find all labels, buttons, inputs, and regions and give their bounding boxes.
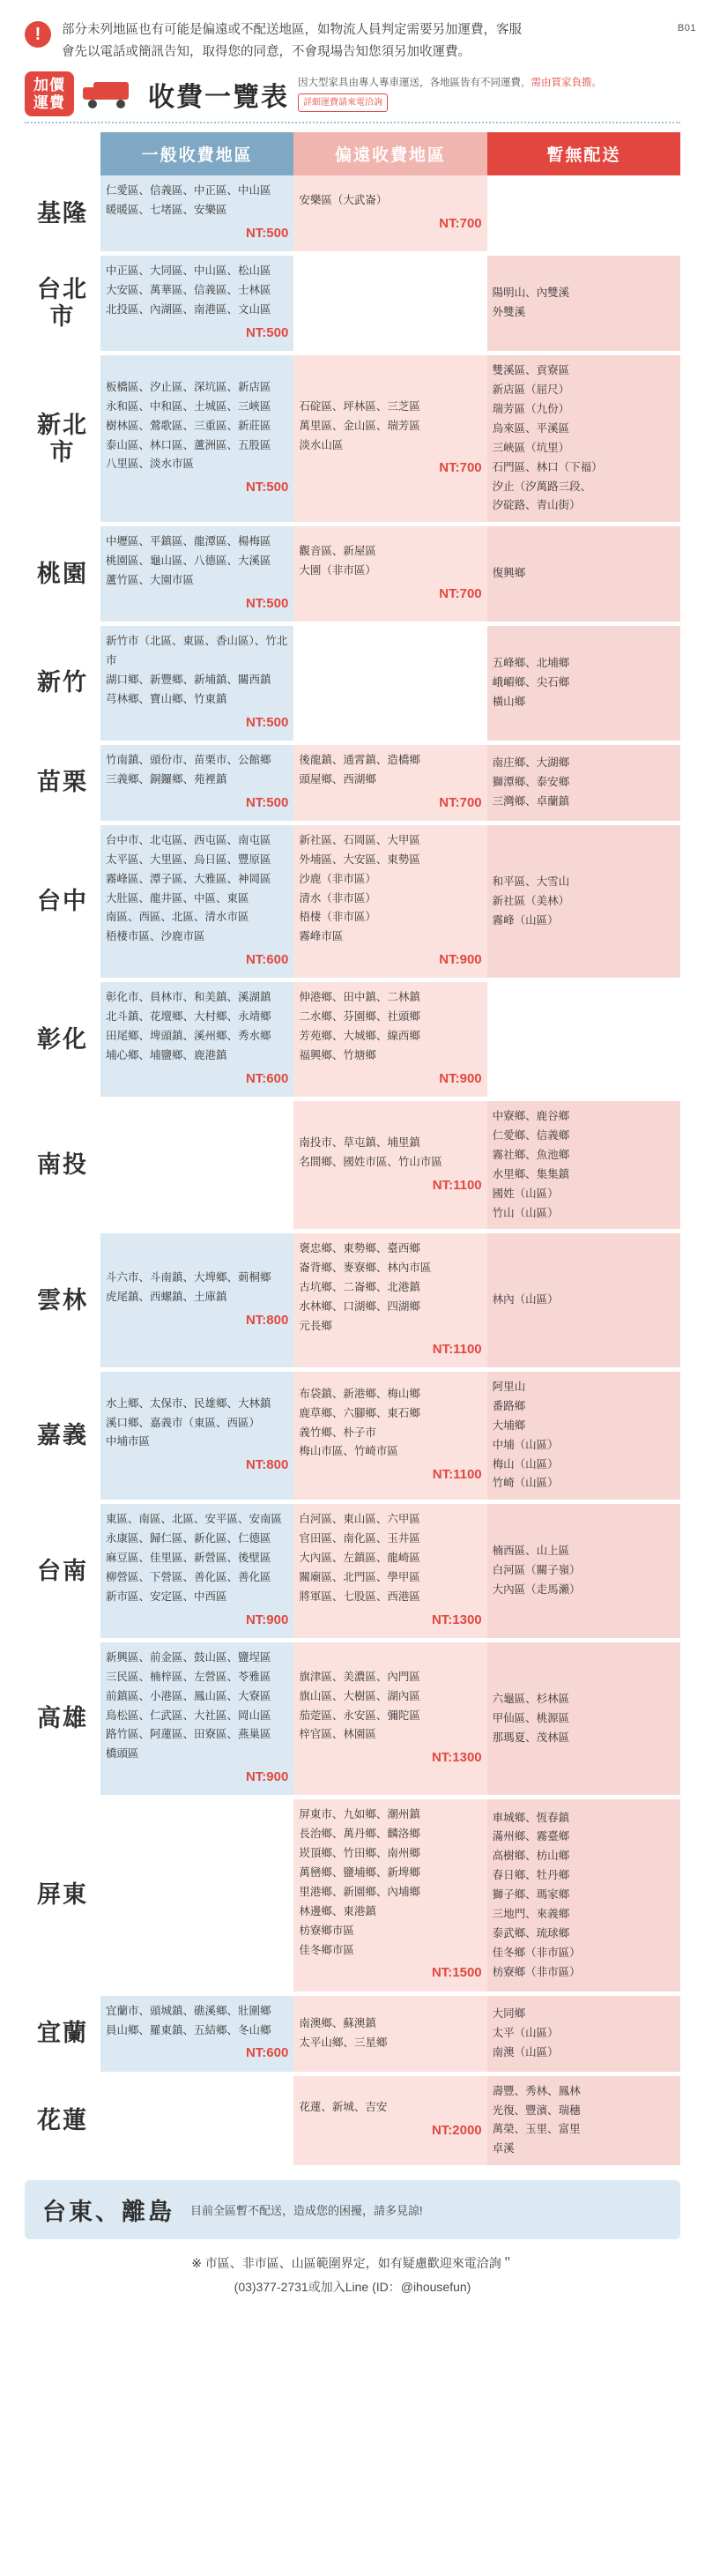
normal-area-cell: 東區、南區、北區、安平區、安南區 永康區、歸仁區、新化區、仁德區 麻豆區、佳里區、新營區、後壁區 柳營區、下營區、善化區、善化區 新市區、安定區、中西區 NT:900 <box>100 1502 293 1641</box>
remote-area-cell: 石碇區、坪林區、三芝區 萬里區、金山區、瑞芳區 淡水山區 NT:700 <box>293 354 486 525</box>
normal-area-cell: 中壢區、平鎮區、龍潭區、楊梅區 桃園區、龜山區、八德區、大溪區 蘆竹區、大園市區 NT:500 <box>100 525 293 624</box>
price-label: NT:700 <box>439 585 482 601</box>
contact-line-1: ※ 市區、非市區、山區範圍界定，如有疑慮歡迎來電洽詢＂ <box>191 2256 514 2271</box>
region-label: 花蓮 <box>25 2073 100 2168</box>
remote-area-cell: 伸港鄉、田中鎮、二林鎮 二水鄉、芬園鄉、社頭鄉 芳苑鄉、大城鄉、線西鄉 福興鄉、竹塘鄉 NT:900 <box>293 980 486 1099</box>
normal-area-cell: 斗六市、斗南鎮、大埤鄉、莿桐鄉 虎尾鎮、西螺鎮、土庫鎮 NT:800 <box>100 1232 293 1370</box>
page-title: 收費一覽表 <box>148 82 289 112</box>
table-row <box>25 525 680 624</box>
no-delivery-cell: 中寮鄉、鹿谷鄉 仁愛鄉、信義鄉 霧社鄉、魚池鄉 水里鄉、集集鎮 國姓（山區） 竹山（山區） <box>487 1099 680 1232</box>
title-row <box>25 71 680 116</box>
price-label: NT:600 <box>245 2045 289 2061</box>
price-label: NT:800 <box>245 1312 289 1328</box>
truck-icon <box>83 78 139 110</box>
no-delivery-cell: 楠西區、山上區 白河區（關子嶺） 大內區（走馬瀨） <box>487 1502 680 1641</box>
exclamation-icon: ! <box>25 21 51 48</box>
no-delivery-cell: 壽豐、秀林、鳳林 光復、豐濱、瑞穗 萬榮、玉里、富里 卓溪 <box>487 2073 680 2168</box>
region-label: 台北市 <box>25 254 100 354</box>
price-label: NT:900 <box>245 1769 289 1785</box>
remote-area-cell: 南投市、草屯鎮、埔里鎮 名間鄉、國姓市區、竹山市區 NT:1100 <box>293 1099 486 1232</box>
price-label: NT:500 <box>245 480 289 495</box>
header-no-delivery: 暫無配送 <box>487 132 680 175</box>
price-label: NT:700 <box>439 460 482 476</box>
remote-area-cell: 褒忠鄉、東勢鄉、臺西鄉 崙背鄉、麥寮鄉、林內市區 古坑鄉、二崙鄉、北港鎮 水林鄉、口湖鄉、四湖鄉 元長鄉 NT:1100 <box>293 1232 486 1370</box>
island-note: 目前全區暫不配送，造成您的困擾，請多見諒! <box>190 2204 423 2218</box>
normal-area-cell: 新興區、前金區、鼓山區、鹽埕區 三民區、楠梓區、左營區、苓雅區 前鎮區、小港區、鳳山區、大寮區 鳥松區、仁武區、大社區、岡山區 路竹區、阿蓮區、田寮區、燕巢區 橋頭區 NT:900 <box>100 1640 293 1798</box>
price-label: NT:1300 <box>431 1750 482 1766</box>
normal-area-cell: 彰化市、員林市、和美鎮、溪湖鎮 北斗鎮、花壇鄉、大村鄉、永靖鄉 田尾鄉、埤頭鎮、溪州鄉、秀水鄉 埔心鄉、埔鹽鄉、鹿港鎮 NT:600 <box>100 980 293 1099</box>
price-label: NT:600 <box>245 952 289 968</box>
table-row <box>25 1099 680 1232</box>
price-label: NT:500 <box>245 714 289 730</box>
region-label: 台南 <box>25 1502 100 1641</box>
remote-area-cell: 屏東市、九如鄉、潮州鎮 長治鄉、萬丹鄉、麟洛鄉 崁頂鄉、竹田鄉、南州鄉 萬巒鄉、鹽埔鄉、新埤鄉 里港鄉、新園鄉、內埔鄉 林邊鄉、東港鎮 枋寮鄉市區 佳冬鄉市區 NT:1500 <box>293 1798 486 1993</box>
price-label: NT:500 <box>245 325 289 340</box>
no-delivery-cell: 南庄鄉、大湖鄉 獅潭鄉、泰安鄉 三灣鄉、卓蘭鎮 <box>487 742 680 823</box>
remote-area-cell: 白河區、東山區、六甲區 官田區、南化區、玉井區 大內區、左鎮區、龍崎區 關廟區、北門區、學甲區 將軍區、七股區、西港區 NT:1300 <box>293 1502 486 1641</box>
no-delivery-cell: 六龜區、杉林區 甲仙區、桃源區 那瑪夏、茂林區 <box>487 1640 680 1798</box>
normal-area-cell: 竹南鎮、頭份市、苗栗市、公館鄉 三義鄉、銅鑼鄉、苑裡鎮 NT:500 <box>100 742 293 823</box>
no-delivery-cell <box>487 980 680 1099</box>
normal-area-cell <box>100 1099 293 1232</box>
remote-area-cell: 旗津區、美濃區、內門區 旗山區、大樹區、湖內區 茄萣區、永安區、彌陀區 梓官區、林園區 NT:1300 <box>293 1640 486 1798</box>
title-note-line1: 因大型家具由專人專車運送，各地區皆有不同運費 <box>298 78 521 89</box>
price-label: NT:500 <box>245 595 289 611</box>
table-row <box>25 980 680 1099</box>
table-row <box>25 1640 680 1798</box>
table-row <box>25 1370 680 1502</box>
price-label: NT:800 <box>245 1457 289 1473</box>
remote-area-cell: 觀音區、新屋區 大園（非市區） NT:700 <box>293 525 486 624</box>
price-label: NT:1100 <box>432 1177 482 1193</box>
no-delivery-cell: 復興鄉 <box>487 525 680 624</box>
price-label: NT:600 <box>245 1070 289 1086</box>
no-delivery-cell: 車城鄉、恆春鎮 滿州鄉、霧臺鄉 高樹鄉、枋山鄉 春日鄉、牡丹鄉 獅子鄉、瑪家鄉 三地門、來義鄉 泰武鄉、琉球鄉 佳冬鄉（非市區） 枋寮鄉（非市區） <box>487 1798 680 1993</box>
region-label: 高雄 <box>25 1640 100 1798</box>
table-row <box>25 742 680 823</box>
normal-area-cell: 板橋區、汐止區、深坑區、新店區 永和區、中和區、土城區、三峽區 樹林區、鶯歌區、三重區、新莊區 泰山區、林口區、蘆洲區、五股區 八里區、淡水市區 NT:500 <box>100 354 293 525</box>
normal-area-cell: 宜蘭市、頭城鎮、礁溪鄉、壯圍鄉 員山鄉、羅東鎮、五結鄉、冬山鄉 NT:600 <box>100 1993 293 2073</box>
region-label: 苗栗 <box>25 742 100 823</box>
island-title: 台東、離島 <box>42 2199 174 2226</box>
header-region <box>25 132 100 175</box>
table-body <box>25 175 680 2167</box>
header-remote-area: 偏遠收費地區 <box>293 132 486 175</box>
table-row <box>25 175 680 254</box>
region-label: 嘉義 <box>25 1370 100 1502</box>
table-row <box>25 354 680 525</box>
table-row <box>25 1502 680 1641</box>
price-label: NT:1100 <box>432 1467 482 1483</box>
fee-table <box>25 132 680 2170</box>
normal-area-cell: 中正區、大同區、中山區、松山區 大安區、萬華區、信義區、士林區 北投區、內湖區、南港區、文山區 NT:500 <box>100 254 293 354</box>
no-delivery-cell: 和平區、大雪山 新社區（美林） 霧峰（山區） <box>487 823 680 980</box>
remote-area-cell: 布袋鎮、新港鄉、梅山鄉 鹿草鄉、六腳鄉、東石鄉 義竹鄉、朴子市 梅山市區、竹崎市區 NT:1100 <box>293 1370 486 1502</box>
no-delivery-cell: 雙溪區、貢寮區 新店區（屈尺） 瑞芳區（九份） 烏來區、平溪區 三峽區（坑里） 石門區、林口（下福） 汐止（汐萬路三段、 汐碇路、青山街） <box>487 354 680 525</box>
remote-area-cell: 南澳鄉、蘇澳鎮 太平山鄉、三星鄉 <box>293 1993 486 2073</box>
price-label: NT:700 <box>439 216 482 232</box>
price-label: NT:1300 <box>431 1612 482 1627</box>
region-label: 彰化 <box>25 980 100 1099</box>
region-label: 新竹 <box>25 624 100 743</box>
remote-area-cell: 新社區、石岡區、大甲區 外埔區、大安區、東勢區 沙鹿（非市區） 清水（非市區） 梧棲（非市區） 霧峰市區 NT:900 <box>293 823 486 980</box>
header-normal-area: 一般收費地區 <box>100 132 293 175</box>
notice-line-1: 部分未列地區也有可能是偏遠或不配送地區，如物流人員判定需要另加運費，客服 <box>62 23 522 37</box>
price-label: NT:2000 <box>431 2123 482 2139</box>
price-label: NT:1100 <box>432 1341 482 1357</box>
table-row <box>25 1993 680 2073</box>
normal-area-cell: 仁愛區、信義區、中正區、中山區 暖暖區、七堵區、安樂區 NT:500 <box>100 175 293 254</box>
normal-area-cell <box>100 1798 293 1993</box>
region-label: 新北市 <box>25 354 100 525</box>
price-label: NT:500 <box>245 226 289 242</box>
price-label: NT:700 <box>439 794 482 810</box>
divider <box>25 122 680 123</box>
region-label: 基隆 <box>25 175 100 254</box>
no-delivery-cell: 陽明山、內雙溪 外雙溪 <box>487 254 680 354</box>
normal-area-cell <box>100 2073 293 2168</box>
remote-area-cell <box>293 624 486 743</box>
region-label: 桃園 <box>25 525 100 624</box>
remote-area-cell <box>293 254 486 354</box>
table-header-row <box>25 132 680 175</box>
table-row <box>25 1232 680 1370</box>
normal-area-cell: 水上鄉、太保市、民雄鄉、大林鎮 溪口鄉、嘉義市（東區、西區） 中埔市區 NT:800 <box>100 1370 293 1502</box>
notice-block <box>25 19 680 63</box>
table-row <box>25 1798 680 1993</box>
page-tag: B01 <box>677 23 696 34</box>
contact-line-2: (03)377-2731或加入Line (ID：@ihousefun) <box>234 2279 471 2294</box>
normal-area-cell: 台中市、北屯區、西屯區、南屯區 太平區、大里區、烏日區、豐原區 霧峰區、潭子區、大雅區、神岡區 大肚區、龍井區、中區、東區 南區、西區、北區、清水市區 梧棲市區、沙鹿市區 NT:600 <box>100 823 293 980</box>
title-note-line2: ，需由買家負擔。 <box>521 78 602 89</box>
surcharge-badge-line1: 加價 <box>33 77 65 94</box>
title-note <box>298 76 602 112</box>
price-label: NT:500 <box>245 794 289 810</box>
no-delivery-cell <box>487 175 680 254</box>
remote-area-cell: 後龍鎮、通霄鎮、造橋鄉 頭屋鄉、西湖鄉 NT:700 <box>293 742 486 823</box>
region-label: 宜蘭 <box>25 1993 100 2073</box>
region-label: 南投 <box>25 1099 100 1232</box>
contact-block <box>25 2252 680 2298</box>
no-delivery-cell: 阿里山 番路鄉 大埔鄉 中埔（山區） 梅山（山區） 竹崎（山區） <box>487 1370 680 1502</box>
notice-text <box>62 19 522 63</box>
surcharge-badge-line2: 運費 <box>33 93 65 111</box>
table-row <box>25 624 680 743</box>
no-delivery-cell: 林內（山區） <box>487 1232 680 1370</box>
region-label: 雲林 <box>25 1232 100 1370</box>
remote-area-cell: 安樂區（大武崙） NT:700 <box>293 175 486 254</box>
no-delivery-cell: 大同鄉 太平（山區） 南澳（山區） <box>487 1993 680 2073</box>
notice-line-2: 會先以電話或簡訊告知，取得您的同意，不會現場告知您須另加收運費。 <box>62 44 471 59</box>
remote-area-cell: 花蓮、新城、吉安 NT:2000 <box>293 2073 486 2168</box>
island-notice <box>25 2180 680 2239</box>
table-row <box>25 2073 680 2168</box>
price-label: NT:1500 <box>431 1965 482 1981</box>
fee-inquiry-note: 詳細運費請來電洽詢 <box>298 93 388 112</box>
price-label: NT:900 <box>439 952 482 968</box>
no-delivery-cell: 五峰鄉、北埔鄉 峨嵋鄉、尖石鄉 橫山鄉 <box>487 624 680 743</box>
region-label: 屏東 <box>25 1798 100 1993</box>
region-label: 台中 <box>25 823 100 980</box>
price-label: NT:900 <box>439 1070 482 1086</box>
table-row <box>25 254 680 354</box>
surcharge-badge <box>25 71 74 116</box>
normal-area-cell: 新竹市（北區、東區、香山區）、竹北市 湖口鄉、新豐鄉、新埔鎮、關西鎮 芎林鄉、寶山鄉、竹東鎮 NT:500 <box>100 624 293 743</box>
table-row <box>25 823 680 980</box>
price-label: NT:900 <box>245 1612 289 1627</box>
